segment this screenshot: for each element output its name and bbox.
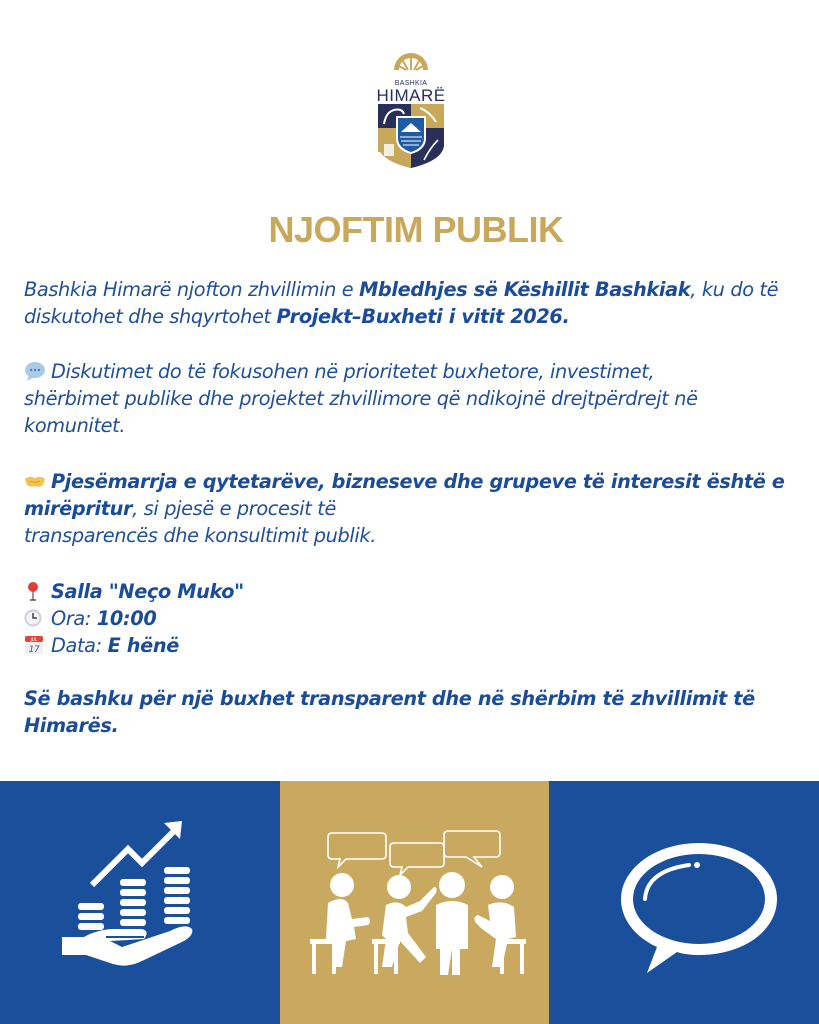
participation-text-2: transparencës dhe konsultimit publik. xyxy=(24,524,377,547)
speech-bubble-icon xyxy=(24,361,46,381)
logo-text-himare: HIMARË xyxy=(376,86,446,105)
pin-icon xyxy=(24,581,46,601)
calendar-icon xyxy=(24,635,46,655)
event-details xyxy=(24,578,814,659)
panel-discussion xyxy=(280,781,549,1024)
discussion-paragraph xyxy=(24,358,814,439)
participation-bold-welcome: mirëpritur xyxy=(24,497,133,520)
participation-paragraph xyxy=(24,468,814,549)
date-value: E hënë xyxy=(107,634,179,657)
handshake-icon xyxy=(24,471,46,491)
discussion-line-2: shërbimet publike dhe projektet zhvillimore që ndikojnë drejtpërdrejt në xyxy=(24,387,698,410)
intro-text-1: Bashkia Himarë njofton zhvillimin e xyxy=(24,278,360,301)
location-value: Salla "Neço Muko" xyxy=(51,580,244,603)
participation-bold-1: Pjesëmarrja e qytetarëve, bizneseve dhe grupeve të interesit është e xyxy=(51,470,785,493)
intro-paragraph xyxy=(24,276,814,330)
time-label: Ora: xyxy=(51,607,97,630)
budget-growth-icon xyxy=(60,819,208,979)
participation-text-1: , si pjesë e procesit të xyxy=(132,497,336,520)
calendar-day: 17 xyxy=(28,645,40,655)
time-row xyxy=(24,605,814,632)
closing-line-1: Së bashku për një buxhet transparent dhe në shërbim të zhvillimit të xyxy=(24,687,755,710)
page-title: NJOFTIM PUBLIK xyxy=(268,209,564,250)
municipality-logo xyxy=(372,40,450,170)
closing-statement xyxy=(24,685,814,739)
discussion-line-3: komunitet. xyxy=(24,414,126,437)
intro-bold-budget: Projekt–Buxheti i vitit 2026. xyxy=(276,305,570,328)
intro-text-3: diskutohet dhe shqyrtohet xyxy=(24,305,277,328)
discussion-line-1: Diskutimet do të fokusohen në prioritetet buxhetore, investimet, xyxy=(51,360,655,383)
intro-bold-meeting: Mbledhjes së Këshillit Bashkiak xyxy=(359,278,691,301)
clock-icon xyxy=(24,608,46,628)
calendar-month: JUL xyxy=(30,638,38,643)
panel-chat xyxy=(549,781,819,1024)
intro-text-2: , ku do të xyxy=(690,278,779,301)
time-value: 10:00 xyxy=(96,607,157,630)
logo-text-bashkia: BASHKIA xyxy=(394,80,428,87)
chat-bubble-icon xyxy=(617,837,781,983)
location-row xyxy=(24,578,814,605)
group-discussion-icon xyxy=(302,829,527,979)
panel-budget xyxy=(0,781,280,1024)
closing-line-2: Himarës. xyxy=(24,714,119,737)
date-label: Data: xyxy=(51,634,108,657)
date-row xyxy=(24,632,814,659)
